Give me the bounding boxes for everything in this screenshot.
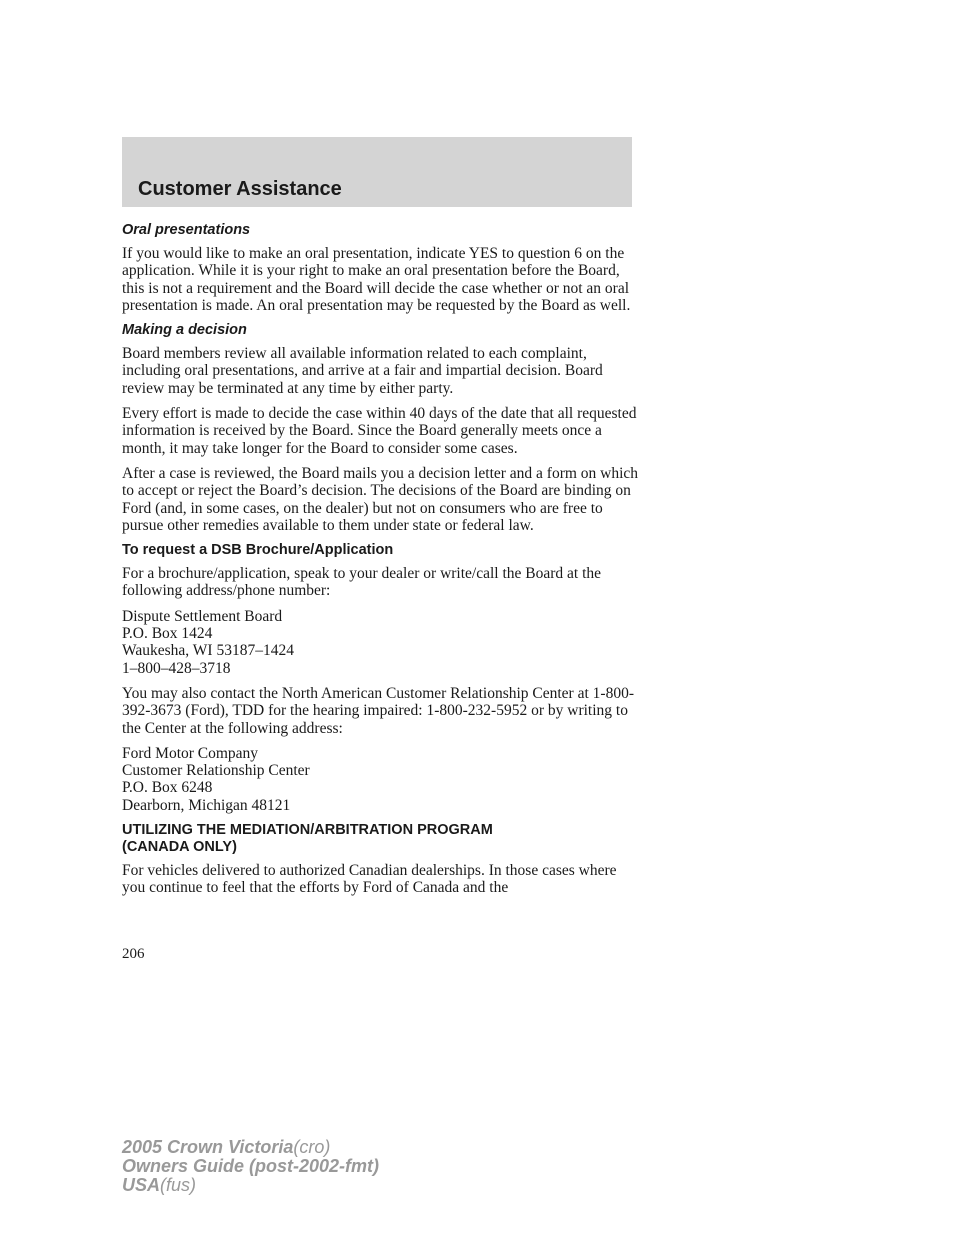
footer-market-code: (fus) [160, 1175, 197, 1195]
section-header-band [122, 137, 632, 207]
document-footer [122, 1138, 379, 1195]
section-title: Customer Assistance [138, 178, 342, 200]
footer-guide-name: Owners Guide (post-2002-fmt) [122, 1156, 380, 1176]
heading-oral-presentations: Oral presentations [122, 222, 251, 238]
footer-line-3 [122, 1176, 379, 1195]
heading-making-a-decision: Making a decision [122, 322, 247, 339]
paragraph-decision-timing: Every effort is made to decide the case within 40 days of the date that all requested information is received by the Board. Since the Board generally meets once a month, it may take longer for the Board to consider some cases. [122, 405, 637, 457]
footer-model: 2005 Crown Victoria [122, 1137, 294, 1157]
footer-model-code: (cro) [293, 1137, 331, 1157]
page-content [122, 222, 642, 905]
heading-canada-program: UTILIZING THE MEDIATION/ARBITRATION PROGRAM (CANADA ONLY) [122, 822, 493, 856]
heading-dsb-brochure: To request a DSB Brochure/Application [122, 542, 394, 559]
page-number: 206 [122, 946, 145, 962]
paragraph-oral-presentations: If you would like to make an oral presentation, indicate YES to question 6 on the application. While it is your right to make an oral presentation before the Board, this is not a requirement and the Board will decide the case whether or not an oral presentation is made. An oral presentation may be requested by the Board as well. [122, 245, 631, 314]
paragraph-canada-program: For vehicles delivered to authorized Canadian dealerships. In those cases where you continue to feel that the efforts by Ford of Canada and the [122, 862, 617, 897]
paragraph-decision-review: Board members review all available information related to each complaint, including oral presentations, and arrive at a fair and impartial decision. Board review may be terminated at any time by either party. [122, 345, 603, 397]
paragraph-relationship-center: You may also contact the North American Customer Relationship Center at 1-800-392-3673 (Ford), TDD for the hearing impaired: 1-800-232-5952 or by writing to the Center at the following address: [122, 684, 634, 737]
footer-market: USA [122, 1175, 161, 1195]
footer-line-1 [122, 1138, 379, 1157]
paragraph-brochure-request: For a brochure/application, speak to your dealer or write/call the Board at the following address/phone number: [122, 565, 602, 600]
paragraph-decision-letter: After a case is reviewed, the Board mails you a decision letter and a form on which to accept or reject the Board’s decision. The decisions of the Board are binding on Ford (and, in some cases, on the dealer) but not on consumers who are free to pursue other remedies available to them under state or federal law. [122, 464, 639, 534]
address-ford-motor-company: Ford Motor Company Customer Relationship Center P.O. Box 6248 Dearborn, Michigan 48121 [122, 744, 310, 814]
footer-line-2 [122, 1157, 379, 1176]
address-dispute-settlement-board: Dispute Settlement Board P.O. Box 1424 Waukesha, WI 53187–1424 1–800–428–3718 [122, 607, 294, 677]
